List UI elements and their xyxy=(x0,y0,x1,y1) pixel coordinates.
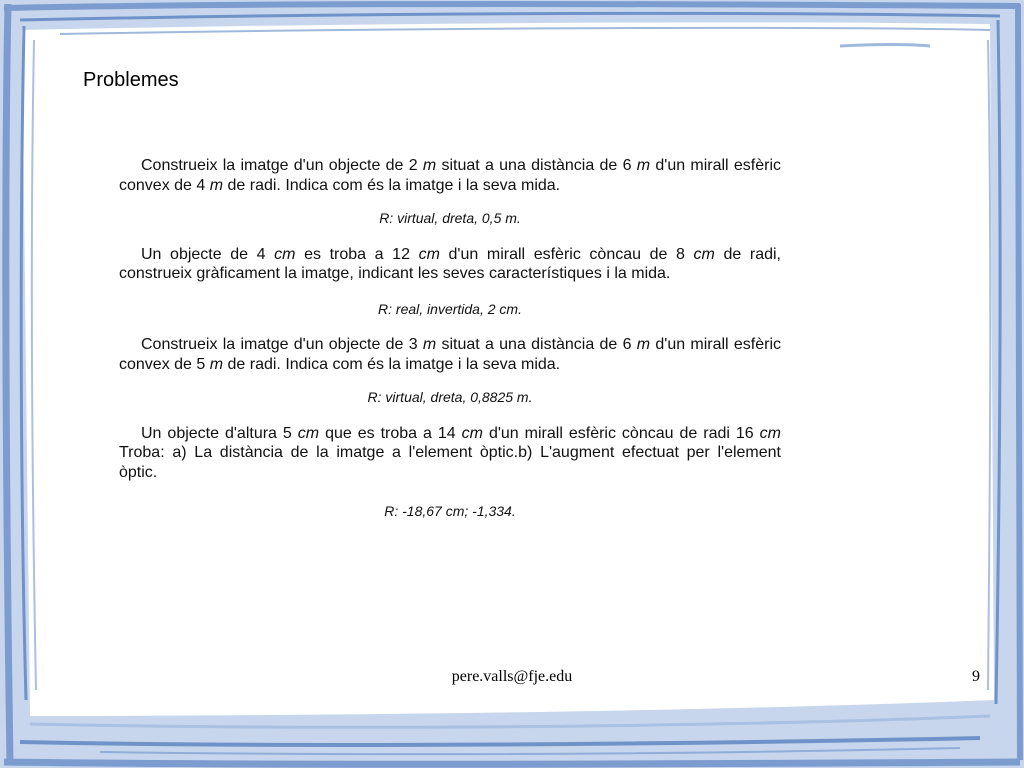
problem-statement: Un objecte d'altura 5 cm que es troba a 14 cm d'un mirall esfèric còncau de radi 16 cm Troba: a) La distància de la imatge a l'element òptic.b) L'augment efectuat per l'element òptic. xyxy=(119,424,781,481)
problem-answer: R: -18,67 cm; -1,334. xyxy=(384,503,516,519)
page-number: 9 xyxy=(972,668,980,685)
problem-answer: R: real, invertida, 2 cm. xyxy=(378,300,522,317)
footer-email: pere.valls@fje.edu xyxy=(451,668,573,685)
problem-item xyxy=(119,335,781,408)
problem-item xyxy=(119,424,781,522)
problem-item xyxy=(119,245,781,320)
problem-list xyxy=(119,156,781,538)
problem-item xyxy=(119,156,781,229)
problem-statement: Un objecte de 4 cm es troba a 12 cm d'un mirall esfèric còncau de 8 cm de radi, construeix gràficament la imatge, indicant les seves característiques i la mida. xyxy=(119,245,782,282)
problem-statement: Construeix la imatge d'un objecte de 2 m situat a una distància de 6 m d'un mirall esfèric convex de 4 m de radi. Indica com és la imatge i la seva mida. xyxy=(119,157,781,194)
problem-answer: R: virtual, dreta, 0,5 m. xyxy=(379,210,521,226)
slide-title: Problemes xyxy=(83,69,179,91)
problem-answer: R: virtual, dreta, 0,8825 m. xyxy=(367,389,533,405)
problem-statement: Construeix la imatge d'un objecte de 3 m situat a una distància de 6 m d'un mirall esfèric convex de 5 m de radi. Indica com és la imatge i la seva mida. xyxy=(119,336,781,373)
